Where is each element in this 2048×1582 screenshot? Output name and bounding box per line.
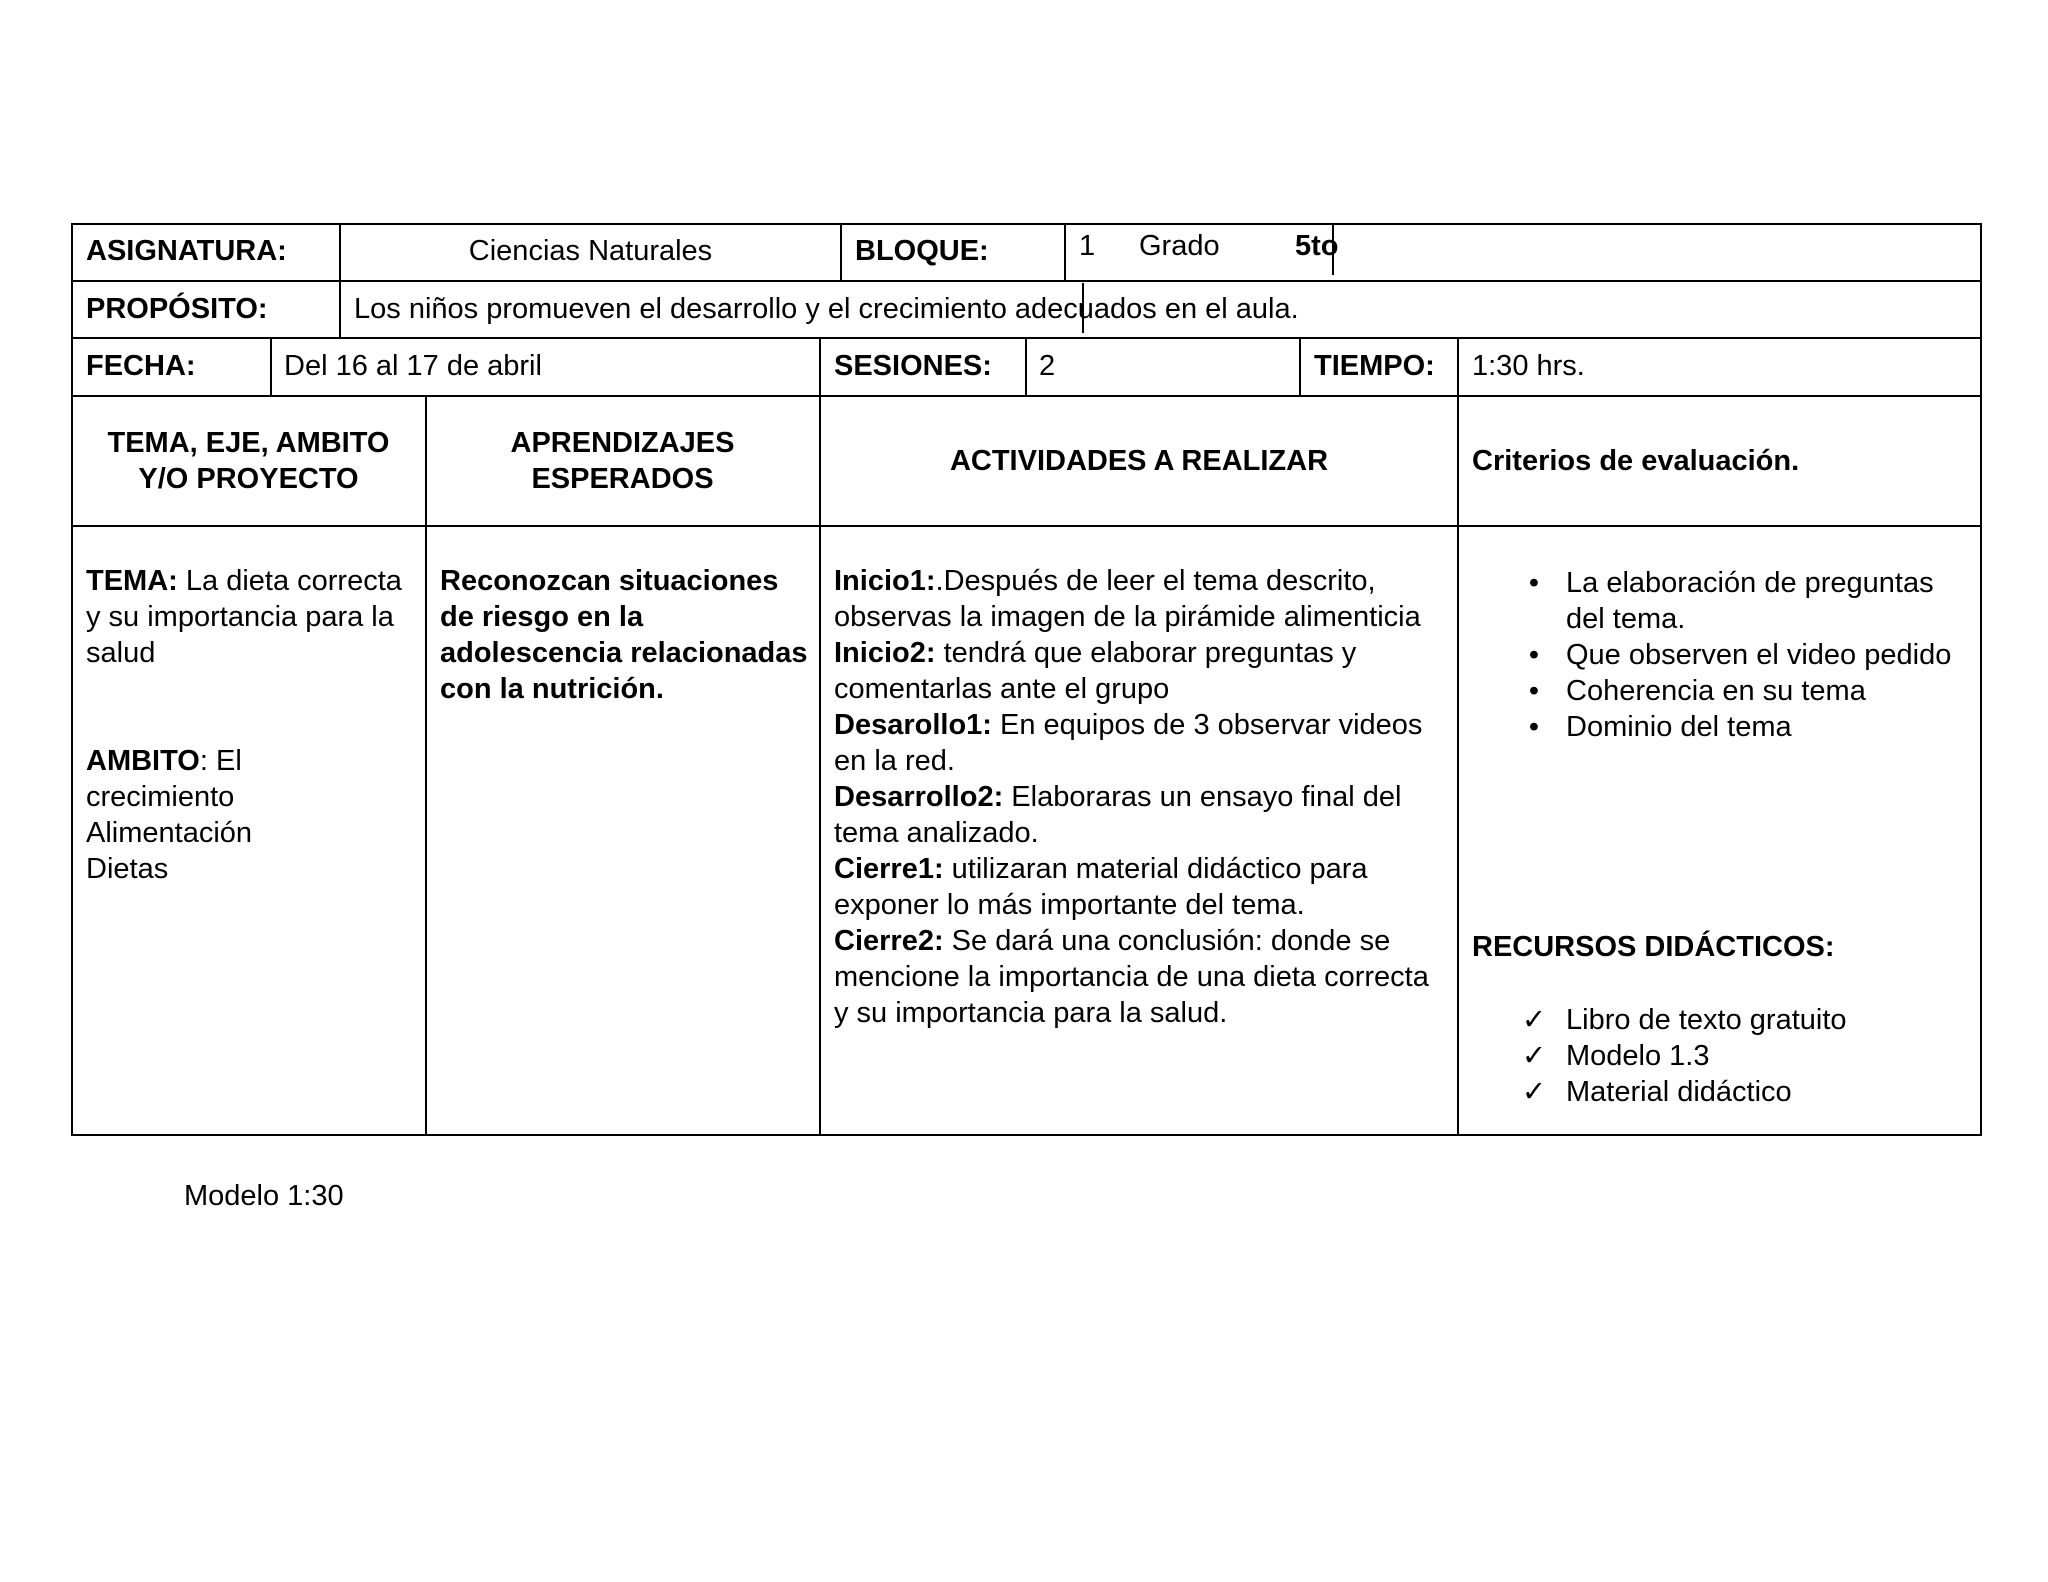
actividad-item	[834, 563, 1450, 635]
bullet-icon: •	[1528, 675, 1540, 707]
actividades-cell	[834, 563, 1450, 1031]
actividad-item	[834, 635, 1450, 707]
recurso-text: Material didáctico	[1566, 1076, 1792, 1108]
col-header-aprendizajes: APRENDIZAJES ESPERADOS	[510, 427, 735, 495]
actividad-text: tendrá que elaborar preguntas y comentarlas ante el grupo	[834, 637, 1357, 705]
table-border	[1980, 223, 1982, 1136]
actividad-item	[834, 779, 1450, 851]
sesiones-label: SESIONES:	[834, 350, 992, 382]
grado-value: 5to	[1295, 230, 1339, 262]
col-header-tema: TEMA, EJE, AMBITO Y/O PROYECTO	[107, 427, 390, 495]
table-border	[1025, 337, 1027, 397]
table-border	[425, 395, 427, 1136]
recurso-item	[1519, 1074, 1971, 1110]
checkmark-icon: ✓	[1521, 1004, 1547, 1036]
criterio-text: La elaboración de preguntas del tema.	[1566, 567, 1934, 635]
actividad-item	[834, 923, 1450, 1031]
recurso-text: Modelo 1.3	[1566, 1040, 1710, 1072]
recurso-text: Libro de texto gratuito	[1566, 1004, 1847, 1036]
table-border	[1299, 337, 1301, 397]
criterios-list	[1519, 565, 1971, 745]
col-header-criterios: Criterios de evaluación.	[1472, 445, 1800, 477]
proposito-value: Los niños promueven el desarrollo y el crecimiento adecuados en el aula.	[354, 293, 1299, 325]
table-border	[1457, 337, 1459, 397]
actividad-label: Inicio1:	[834, 565, 936, 597]
bullet-icon: •	[1528, 567, 1540, 599]
actividad-label: Inicio2:	[834, 637, 936, 669]
criterios-cell	[1519, 565, 1971, 745]
aprendizajes-text: Reconozcan situaciones de riesgo en la adolescencia relacionadas con la nutrición.	[440, 565, 808, 705]
ambito-text: : El crecimiento	[86, 745, 242, 813]
table-border	[71, 1134, 1982, 1136]
recursos-list	[1519, 1002, 1971, 1110]
table-border	[819, 395, 821, 1136]
criterio-item	[1519, 637, 1971, 673]
criterio-text: Coherencia en su tema	[1566, 675, 1866, 707]
grado-label: Grado	[1139, 230, 1220, 262]
checkmark-icon: ✓	[1521, 1040, 1547, 1072]
tema-cell	[86, 563, 416, 887]
actividad-label: Desarrollo2:	[834, 781, 1004, 813]
table-border	[1064, 223, 1066, 282]
criterio-text: Dominio del tema	[1566, 711, 1792, 743]
criterio-item	[1519, 565, 1971, 637]
footer-note: Modelo 1:30	[184, 1180, 344, 1212]
recursos-title: RECURSOS DIDÁCTICOS:	[1472, 931, 1835, 963]
tiempo-label: TIEMPO:	[1314, 350, 1435, 382]
tema-block	[86, 563, 416, 671]
fecha-value: Del 16 al 17 de abril	[284, 350, 542, 382]
bullet-icon: •	[1528, 639, 1540, 671]
asignatura-label: ASIGNATURA:	[86, 235, 287, 267]
asignatura-value: Ciencias Naturales	[468, 235, 713, 267]
table-border	[71, 223, 1982, 225]
actividad-text: .Después de leer el tema descrito, observas la imagen de la pirámide alimenticia	[834, 565, 1421, 633]
ambito-block	[86, 743, 326, 815]
ambito-item: Alimentación	[86, 817, 253, 849]
actividad-text: Elaboraras un ensayo final del tema analizado.	[834, 781, 1402, 849]
checkmark-icon: ✓	[1521, 1076, 1547, 1108]
actividad-item	[834, 851, 1450, 923]
bullet-icon: •	[1528, 711, 1540, 743]
actividad-text: utilizaran material didáctico para exponer lo más importante del tema.	[834, 853, 1368, 921]
table-border	[270, 337, 272, 397]
actividad-text: Se dará una conclusión: donde se mencione la importancia de una dieta correcta y su importancia para la salud.	[834, 925, 1429, 1029]
recurso-item	[1519, 1038, 1971, 1074]
fecha-label: FECHA:	[86, 350, 196, 382]
tiempo-value: 1:30 hrs.	[1472, 350, 1585, 382]
col-header-actividades: ACTIVIDADES A REALIZAR	[949, 445, 1329, 477]
actividad-label: Desarollo1:	[834, 709, 992, 741]
criterio-text: Que observen el video pedido	[1566, 639, 1952, 671]
sesiones-value: 2	[1039, 350, 1056, 382]
table-border	[840, 223, 842, 282]
criterio-item	[1519, 673, 1971, 709]
bloque-value: 1	[1079, 230, 1096, 262]
criterio-item	[1519, 709, 1971, 745]
table-border	[71, 223, 73, 1136]
actividad-label: Cierre2:	[834, 925, 944, 957]
actividad-label: Cierre1:	[834, 853, 944, 885]
table-border	[819, 337, 821, 397]
table-border	[339, 280, 341, 339]
actividad-item	[834, 707, 1450, 779]
ambito-label: AMBITO	[86, 745, 200, 777]
bloque-label: BLOQUE:	[855, 235, 989, 267]
ambito-item: Dietas	[86, 853, 169, 885]
table-border	[71, 525, 1982, 527]
table-border	[71, 280, 1982, 282]
tema-label: TEMA:	[86, 565, 178, 597]
tema-text: La dieta correcta y su importancia para la salud	[86, 565, 402, 669]
table-border	[1457, 395, 1459, 1136]
actividad-text: En equipos de 3 observar videos en la red.	[834, 709, 1423, 777]
recursos-cell	[1519, 1002, 1971, 1110]
proposito-label: PROPÓSITO:	[86, 293, 268, 325]
recurso-item	[1519, 1002, 1971, 1038]
